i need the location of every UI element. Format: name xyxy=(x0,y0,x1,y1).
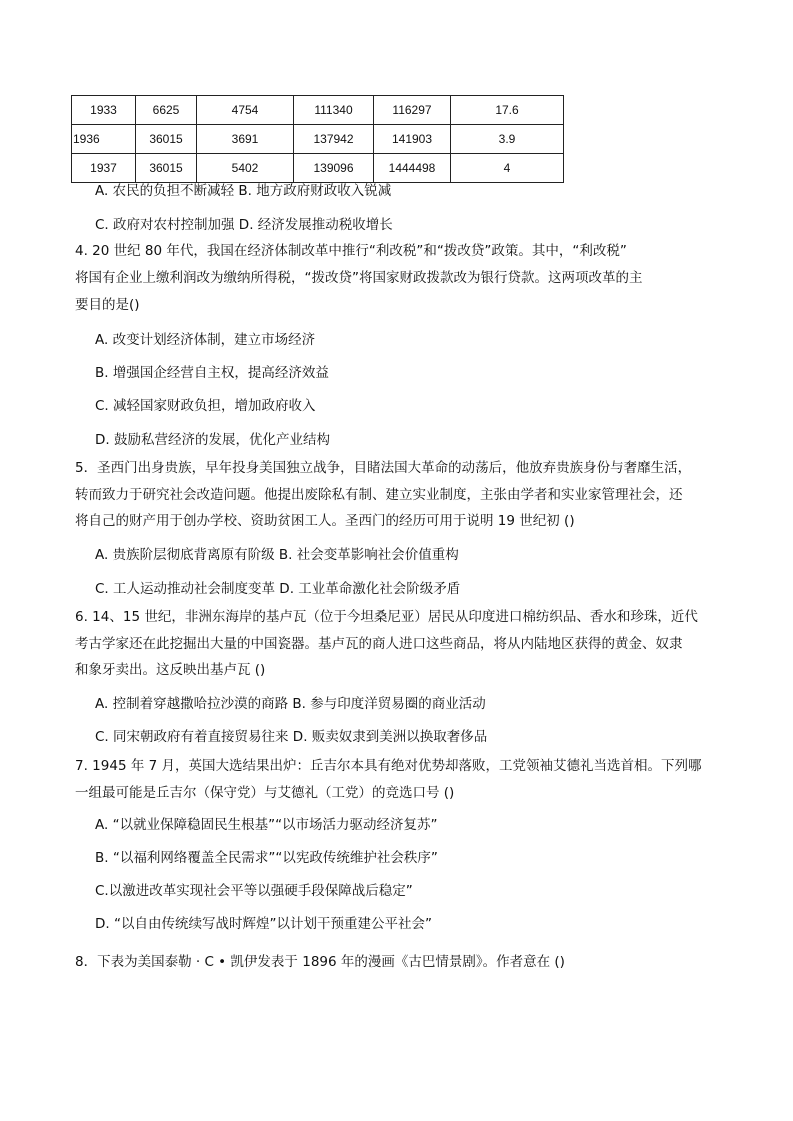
table-cell: 17.6 xyxy=(451,96,564,125)
q4-stem-line: 将国有企业上缴利润改为缴纳所得税，“拨改贷”将国家财政拨款改为银行贷款。这两项改革的主 xyxy=(75,270,643,286)
table-cell: 1933 xyxy=(72,96,136,125)
table-row xyxy=(72,96,564,125)
q5-stem-line: 将自己的财产用于创办学校、资助贫困工人。圣西门的经历可用于说明 19 世纪初 () xyxy=(75,513,575,529)
q6-stem-line: 6. 14、15 世纪，非洲东海岸的基卢瓦（位于今坦桑尼亚）居民从印度进口棉纺织品、香水和珍珠，近代 xyxy=(75,609,698,625)
q6-stem-line: 考古学家还在此挖掘出大量的中国瓷器。基卢瓦的商人进口这些商品，将从内陆地区获得的黄金、奴隶 xyxy=(75,636,683,652)
table-cell: 116297 xyxy=(374,96,451,125)
q4-option-b: B. 增强国企经营自主权，提高经济效益 xyxy=(95,365,329,381)
q7-stem-line: 一组最可能是丘吉尔（保守党）与艾德礼（工党）的竞选口号 () xyxy=(75,785,455,801)
q4-option-c: C. 减轻国家财政负担，增加政府收入 xyxy=(95,398,316,414)
q3-options-cd: C. 政府对农村控制加强 D. 经济发展推动税收增长 xyxy=(95,217,393,233)
q5-stem-line: 5．圣西门出身贵族，早年投身美国独立战争，目睹法国大革命的动荡后，他放弃贵族身份与奢靡生活， xyxy=(75,460,692,476)
table-cell: 3.9 xyxy=(451,125,564,154)
table-cell: 137942 xyxy=(294,125,374,154)
table-row xyxy=(72,154,564,183)
q4-option-a: A. 改变计划经济体制，建立市场经济 xyxy=(95,332,316,348)
q4-option-d: D. 鼓励私营经济的发展，优化产业结构 xyxy=(95,432,330,448)
table-cell: 139096 xyxy=(294,154,374,183)
q7-option-d: D. “以自由传统续写战时辉煌”以计划干预重建公平社会” xyxy=(95,916,432,932)
q7-stem-line: 7. 1945 年 7 月，英国大选结果出炉：丘吉尔本具有绝对优势却落败，工党领袖艾德礼当选首相。下列哪 xyxy=(75,758,702,774)
table-cell: 36015 xyxy=(136,125,197,154)
table-cell: 5402 xyxy=(197,154,294,183)
table-cell: 141903 xyxy=(374,125,451,154)
table-cell: 6625 xyxy=(136,96,197,125)
q7-option-b: B. “以福利网络覆盖全民需求”“以宪政传统维护社会秩序” xyxy=(95,850,438,866)
table-cell: 3691 xyxy=(197,125,294,154)
table-cell: 4754 xyxy=(197,96,294,125)
q6-options-ab: A. 控制着穿越撒哈拉沙漠的商路 B. 参与印度洋贸易圈的商业活动 xyxy=(95,696,486,712)
table-cell: 1936 xyxy=(72,125,136,154)
q6-stem-line: 和象牙卖出。这反映出基卢瓦 () xyxy=(75,662,266,678)
q4-stem-line: 要目的是() xyxy=(75,297,140,313)
table-cell: 36015 xyxy=(136,154,197,183)
table-cell: 1937 xyxy=(72,154,136,183)
q6-options-cd: C. 同宋朝政府有着直接贸易往来 D. 贩卖奴隶到美洲以换取奢侈品 xyxy=(95,729,488,745)
table-cell: 1444498 xyxy=(374,154,451,183)
table-cell: 4 xyxy=(451,154,564,183)
table-row xyxy=(72,125,564,154)
table-cell: 111340 xyxy=(294,96,374,125)
q5-options-cd: C. 工人运动推动社会制度变革 D. 工业革命激化社会阶级矛盾 xyxy=(95,581,461,597)
q7-option-c: C.以激进改革实现社会平等以强硬手段保障战后稳定” xyxy=(95,883,413,899)
q7-option-a: A. “以就业保障稳固民生根基”“以市场活力驱动经济复苏” xyxy=(95,817,438,833)
q5-options-ab: A. 贵族阶层彻底背离原有阶级 B. 社会变革影响社会价值重构 xyxy=(95,547,459,563)
q5-stem-line: 转而致力于研究社会改造问题。他提出废除私有制、建立实业制度，主张由学者和实业家管理社会，还 xyxy=(75,487,683,503)
q8-stem-line: 8．下表为美国泰勒 · C • 凯伊发表于 1896 年的漫画《古巴情景剧》。作者意在 () xyxy=(75,954,565,970)
q4-stem-line: 4. 20 世纪 80 年代，我国在经济体制改革中推行“利改税”和“拨改贷”政策。其中，“利改税” xyxy=(75,243,627,259)
data-table xyxy=(71,95,564,183)
q3-options-ab: A. 农民的负担不断减轻 B. 地方政府财政收入锐减 xyxy=(95,183,392,199)
